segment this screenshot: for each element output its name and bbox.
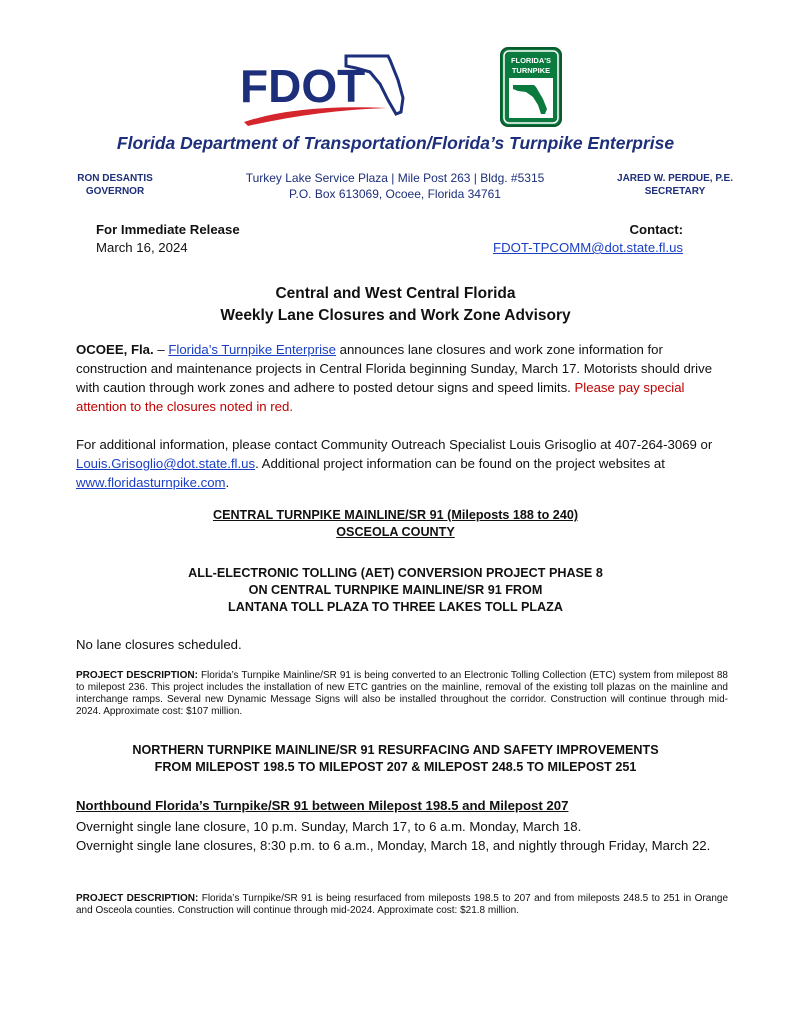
info-text-2: . Additional project information can be found on the project websites at — [255, 456, 665, 471]
closure-item-1: Overnight single lane closure, 10 p.m. Sunday, March 17, to 6 a.m. Monday, March 18. — [76, 819, 582, 834]
project-resurfacing-desc-text: Florida’s Turnpike/SR 91 is being resurfaced from mileposts 198.5 to 207 and from mileposts 248.5 to 251 in Orange and Osceola counties. Construction will continue through mid-2024. Approximate cost: $21.8 million. — [76, 893, 728, 916]
agency-title: Florida Department of Transportation/Florida’s Turnpike Enterprise — [116, 133, 675, 153]
northbound-heading: Northbound Florida’s Turnpike/SR 91 between Milepost 198.5 and Milepost 207 — [76, 798, 569, 813]
governor-title: GOVERNOR — [85, 186, 145, 197]
governor-name: RON DESANTIS — [77, 173, 153, 184]
project-aet-title-line-3: LANTANA TOLL PLAZA TO THREE LAKES TOLL PLAZA — [228, 600, 563, 614]
project-resurfacing-description — [76, 893, 728, 917]
red-closure-note: Please pay special attention to the closures noted in red. — [76, 380, 685, 414]
closure-item-2: Overnight single lane closures, 8:30 p.m. to 6 a.m., Monday, March 18, and nightly through Friday, March 22. — [76, 838, 711, 853]
section-central-line-2: OSCEOLA COUNTY — [336, 525, 455, 539]
dateline: OCOEE, Fla. — [76, 342, 154, 357]
project-aet-title — [0, 565, 791, 616]
secretary-title: SECRETARY — [644, 186, 706, 197]
address-block — [230, 170, 560, 202]
intro-text: announces lane closures and work zone information for construction and maintenance projects in Central Florida beginning Sunday, March 17. Motorists should drive with caution through work zones and adhere to posted detour signs and speed limits. — [76, 342, 713, 395]
info-text-3: . — [225, 475, 230, 490]
governor-block — [60, 172, 170, 198]
info-paragraph — [76, 435, 716, 492]
release-date: March 16, 2024 — [96, 240, 188, 255]
contact-label: Contact: — [629, 222, 683, 237]
project-aet-desc-text: Florida’s Turnpike Mainline/SR 91 is being converted to an Electronic Tolling Collection (ETC) system from milepost 88 to milepost 236. This project includes the installation of new ETC gantries on the mainline, removal of the existing toll plazas on the mainline and interchange ramps. Several new Dynamic Message Signs will also be installed throughout the corridor. Construction will continue through mid-2024. Approximate cost: $107 million. — [76, 670, 728, 717]
turnpike-logo-line2: TURNPIKE — [511, 66, 551, 75]
headline — [0, 283, 791, 327]
turnpike-logo-line1: FLORIDA'S — [510, 56, 552, 65]
turnpike-enterprise-link[interactable]: Florida’s Turnpike Enterprise — [168, 342, 336, 357]
dateline-dash: – — [153, 342, 169, 357]
fdot-logo — [238, 50, 408, 130]
project-resurfacing-title-line-2: FROM MILEPOST 198.5 TO MILEPOST 207 & MILEPOST 248.5 TO MILEPOST 251 — [154, 760, 637, 774]
headline-line-2: Weekly Lane Closures and Work Zone Advisory — [220, 307, 571, 324]
section-central-turnpike — [0, 507, 791, 541]
turnpike-logo — [500, 47, 562, 127]
project-resurfacing-desc-label: PROJECT DESCRIPTION: — [76, 893, 199, 904]
contact-email-wrap — [440, 238, 683, 257]
project-aet-title-line-1: ALL-ELECTRONIC TOLLING (AET) CONVERSION PROJECT PHASE 8 — [188, 566, 603, 580]
project-aet-desc-label: PROJECT DESCRIPTION: — [76, 670, 198, 681]
headline-line-1: Central and West Central Florida — [275, 285, 516, 302]
project-resurfacing-title — [0, 742, 791, 776]
fdot-logo-text: FDOT — [240, 60, 366, 112]
contact-email-link[interactable]: FDOT-TPCOMM@dot.state.fl.us — [493, 240, 683, 255]
secretary-block — [600, 172, 750, 198]
info-text-1: For additional information, please contact Community Outreach Specialist Louis Grisoglio at 407-264-3069 or — [76, 437, 713, 452]
address-line-2: P.O. Box 613069, Ocoee, Florida 34761 — [289, 187, 501, 201]
project-aet-description — [76, 670, 728, 718]
outreach-email-link[interactable]: Louis.Grisoglio@dot.state.fl.us — [76, 456, 256, 471]
website-link[interactable]: www.floridasturnpike.com — [76, 475, 226, 490]
project-resurfacing-title-line-1: NORTHERN TURNPIKE MAINLINE/SR 91 RESURFACING AND SAFETY IMPROVEMENTS — [132, 743, 659, 757]
secretary-name: JARED W. PERDUE, P.E. — [617, 173, 733, 184]
section-central-line-1: CENTRAL TURNPIKE MAINLINE/SR 91 (Mileposts 188 to 240) — [212, 508, 579, 522]
address-line-1: Turkey Lake Service Plaza | Mile Post 263 | Bldg. #5315 — [245, 171, 545, 185]
project-aet-title-line-2: ON CENTRAL TURNPIKE MAINLINE/SR 91 FROM — [248, 583, 543, 597]
intro-paragraph — [76, 340, 716, 416]
project-aet-closures: No lane closures scheduled. — [76, 637, 242, 652]
release-label: For Immediate Release — [96, 222, 240, 237]
